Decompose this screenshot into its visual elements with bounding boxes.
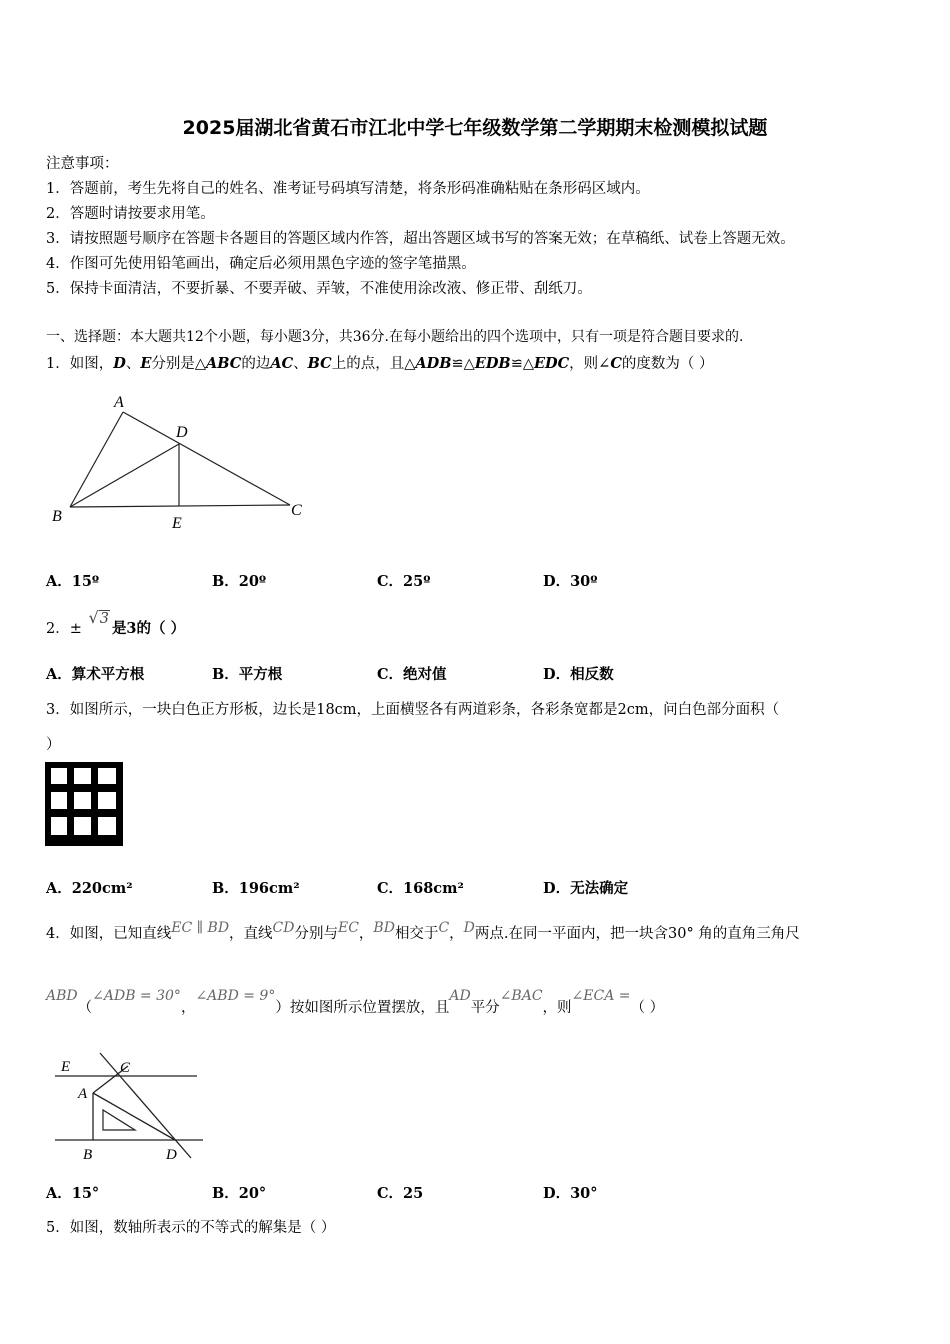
q4-text-8: （ [77,1000,93,1016]
q1-label-b: B [52,508,62,525]
q4-text-13: （ ） [630,1000,665,1016]
q2-option-d[interactable]: D．相反数 [543,666,614,683]
question-4-line-1 [46,922,800,943]
q3-text-1: 如图所示，一块白色正方形板，边长是18cm，上面横竖各有两道彩条，各彩条宽都是2cm，问白色部分面积（ [69,702,780,718]
q1-text-2: 分别是△ [151,356,207,372]
q1-option-a[interactable]: A．15º [46,573,100,590]
q2-option-a[interactable]: A．算术平方根 [46,666,145,683]
question-2 [46,608,186,638]
q3-number: 3． [46,702,70,718]
q1-option-d[interactable]: D．30º [543,573,598,590]
page-title: 2025届湖北省黄石市江北中学七年级数学第二学期期末检测模拟试题 [182,117,768,139]
notice-item-4: 4．作图可先使用铅笔画出，确定后必须用黑色字迹的签字笔描黑。 [46,256,476,272]
q4-text-1: 如图，已知直线 [69,926,172,942]
question-4-line-2 [46,988,665,1017]
q4-math-ad: AD [449,988,471,1004]
q1-text-7: ，则∠ [569,356,611,372]
q5-text: 如图，数轴所表示的不等式的解集是（ ） [69,1220,336,1236]
q1-label-d: D [176,424,188,441]
q4-text-3: 分别与 [294,926,338,942]
q2-option-b[interactable]: B．平方根 [212,666,283,683]
q1-text-5: ≌△ [451,356,475,372]
section-heading: 一、选择题：本大题共12个小题，每小题3分，共36分.在每小题给出的四个选项中，只有一项是符合题目要求的. [46,329,744,345]
notice-item-1: 1．答题前，考生先将自己的姓名、准考证号码填写清楚，将条形码准确粘贴在条形码区域内。 [46,181,650,197]
q1-var-adb: ADB [415,355,452,372]
q4-option-d[interactable]: D．30° [543,1185,598,1202]
q3-option-a[interactable]: A．220cm² [46,880,133,897]
q4-label-b: B [83,1147,93,1163]
q4-option-b[interactable]: B．20° [212,1185,267,1202]
question-1 [46,352,713,373]
q3-option-d[interactable]: D．无法确定 [543,880,629,897]
q4-math-c: C [438,920,450,936]
q1-var-edc: EDC [534,355,570,372]
q4-parallel-lines-figure [45,1048,210,1163]
q4-text-2: ，直线 [229,926,273,942]
q4-math-bd: BD [373,920,395,936]
q4-math-d: D [463,920,475,936]
q1-var-d: D [113,355,126,372]
q4-label-e: E [61,1059,71,1075]
q4-text-5: 相交于 [394,926,439,942]
q4-label-d: D [166,1147,177,1163]
q1-number: 1． [46,356,70,372]
q4-text-10: ）按如图所示位置摆放，且 [275,1000,450,1016]
notice-item-5: 5．保持卡面清洁，不要折暴、不要弄破、弄皱，不准使用涂改液、修正带、刮纸刀。 [46,281,592,297]
q1-label-c: C [291,502,302,519]
q4-option-c[interactable]: C．25 [377,1185,424,1202]
q4-math-angle-eca: ∠ECA = [571,988,631,1004]
q4-text-11: 平分 [470,1000,500,1016]
q4-label-a: A [78,1086,88,1102]
q1-option-c[interactable]: C．25º [377,573,431,590]
q1-text-1: 如图， [69,356,114,372]
q1-var-c: C [610,355,622,372]
q3-option-b[interactable]: B．196cm² [212,880,300,897]
notice-heading: 注意事项： [46,156,119,172]
question-5 [46,1216,335,1237]
q1-label-a: A [114,394,124,411]
q2-text: 是3的（ ） [111,620,186,637]
q1-option-b[interactable]: B．20º [212,573,267,590]
q1-var-ac: AC [270,355,294,372]
q2-option-c[interactable]: C．绝对值 [377,666,447,683]
q4-text-6: ， [449,926,464,942]
q4-number: 4． [46,926,70,942]
q4-math-angle-abd: ∠ABD = 9° [195,988,276,1004]
q1-text-6: ≌△ [510,356,534,372]
q4-math-angle-bac: ∠BAC [499,988,543,1004]
q2-sqrt [89,608,110,627]
notice-item-2: 2．答题时请按要求用笔。 [46,206,215,222]
q4-text-9: ， [180,1000,196,1016]
q1-var-bc: BC [307,355,332,372]
q1-var-e: E [140,355,152,372]
q4-math-cd: CD [272,920,295,936]
notice-item-3: 3．请按照题号顺序在答题卡各题目的答题区域内作答，超出答题区域书写的答案无效；在草稿纸、试卷上答题无效。 [46,231,795,247]
question-3 [46,698,779,719]
q4-text-4: ， [358,926,374,942]
q1-label-e: E [172,515,182,532]
q2-plus-minus: ± [69,621,82,637]
q3-square-board-figure [45,762,123,846]
q2-sqrt-sign-icon: √ [88,608,99,627]
q1-text-3: 的边 [241,356,271,372]
q4-text-12: ，则 [542,1000,572,1016]
q4-math-ec: EC [337,920,359,936]
q1-sep-1: 、 [125,356,141,372]
q3-text-2: ） [46,737,61,753]
q4-label-c: C [120,1060,131,1076]
q1-triangle-figure [40,385,330,535]
q4-math-ec-parallel-bd: EC ∥ BD [171,920,230,936]
q1-var-edb: EDB [474,355,511,372]
q1-var-abc: ABC [206,355,242,372]
q2-radicand: 3 [99,611,109,627]
q3-option-c[interactable]: C．168cm² [377,880,464,897]
q4-option-a[interactable]: A．15° [46,1185,100,1202]
q4-text-7: 两点.在同一平面内，把一块含30° 角的直角三角尺 [474,926,800,942]
q5-number: 5． [46,1220,70,1236]
q4-math-angle-adb: ∠ADB = 30° [92,988,181,1004]
q1-text-4: 上的点，且△ [331,356,416,372]
q1-sep-2: 、 [293,356,308,372]
q4-math-abd: ABD [46,988,78,1004]
q2-number: 2． [46,621,70,637]
q1-text-8: 的度数为（ ） [621,356,714,372]
